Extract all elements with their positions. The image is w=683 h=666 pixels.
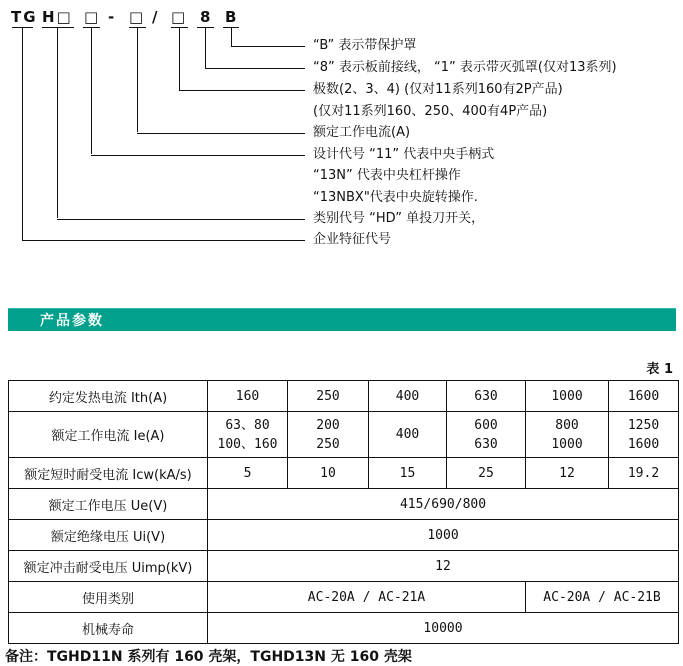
drop-line: [205, 27, 206, 69]
table-cell: 1600: [609, 381, 679, 412]
cell-line: 1600: [627, 436, 660, 452]
model-annotation: “13NBX"代表中央旋转操作.: [313, 190, 478, 205]
row-label: 额定冲击耐受电压 Uimp(kV): [9, 551, 208, 582]
table-cell-span: 10000: [208, 613, 679, 644]
footnote: 备注：TGHD11N 系列有 160 壳架，TGHD13N 无 160 壳架: [5, 649, 412, 665]
row-label: 额定短时耐受电流 Icw(kA/s): [9, 458, 208, 489]
table-row: [9, 381, 679, 412]
row-label: 约定发热电流 Ith(A): [9, 381, 208, 412]
table-cell: 25: [447, 458, 526, 489]
cell-line: 600: [474, 417, 498, 433]
model-annotation: 类别代号 “HD” 单投刀开关，: [313, 211, 485, 226]
table-cell-span: 12: [208, 551, 679, 582]
cell-line: 1250: [627, 417, 660, 433]
cell-line: 250: [316, 436, 340, 452]
model-annotation: “13N” 代表中央杠杆操作: [313, 168, 461, 183]
table-cell-split-left: AC-20A / AC-21A: [208, 582, 526, 613]
connector-line: [137, 133, 305, 134]
table-row: [9, 582, 679, 613]
table-cell-span: 1000: [208, 520, 679, 551]
table-row: [9, 412, 679, 458]
drop-line: [231, 27, 232, 47]
table-cell: 19.2: [609, 458, 679, 489]
cell-line: 1000: [551, 436, 583, 452]
model-annotation: 设计代号 “11” 代表中央手柄式: [313, 147, 495, 162]
connector-line: [231, 46, 305, 47]
table-cell: 630: [447, 381, 526, 412]
model-annotation: 额定工作电流(A): [313, 125, 411, 140]
table-cell: 1000: [526, 381, 609, 412]
cell-line: 100、160: [217, 436, 278, 452]
model-annotation: “B” 表示带保护罩: [313, 38, 417, 53]
table-cell: [447, 412, 526, 458]
table-cell: 160: [208, 381, 288, 412]
model-code-part: /: [152, 8, 160, 26]
model-code-part: H□: [42, 8, 73, 26]
table-cell: 400: [369, 412, 447, 458]
table-cell: [208, 412, 288, 458]
row-label: 额定工作电压 Ue(V): [9, 489, 208, 520]
drop-line: [22, 27, 23, 240]
row-label: 额定绝缘电压 Ui(V): [9, 520, 208, 551]
cell-line: 200: [316, 417, 340, 433]
table-cell-span: 415/690/800: [208, 489, 679, 520]
table-cell: 250: [288, 381, 369, 412]
table-cell: 400: [369, 381, 447, 412]
model-code-part: -: [108, 8, 117, 26]
model-code-part: □: [171, 8, 188, 26]
connector-line: [57, 219, 305, 220]
product-parameters-table: [8, 380, 679, 644]
table-cell: [526, 412, 609, 458]
model-annotation: (仅对11系列160、250、400有4P产品): [313, 104, 548, 119]
row-label: 机械寿命: [9, 613, 208, 644]
cell-line: 800: [555, 417, 579, 433]
section-title: 产品参数: [40, 313, 104, 329]
model-annotation: 企业特征代号: [313, 232, 392, 247]
table-cell: 10: [288, 458, 369, 489]
drop-line: [57, 27, 58, 218]
model-code-part: □: [129, 8, 146, 26]
connector-line: [22, 240, 305, 241]
drop-line: [91, 27, 92, 154]
table-row: [9, 458, 679, 489]
model-code-part: B: [225, 8, 239, 26]
table-cell: 12: [526, 458, 609, 489]
row-label: 额定工作电流 Ie(A): [9, 412, 208, 458]
table-cell: [288, 412, 369, 458]
model-code-part: □: [84, 8, 101, 26]
model-designation-diagram: [0, 0, 683, 300]
model-code-part: TG: [11, 8, 38, 26]
cell-line: 63、80: [225, 417, 270, 433]
table-cell: [609, 412, 679, 458]
connector-line: [91, 155, 305, 156]
table-row: [9, 520, 679, 551]
drop-line: [137, 27, 138, 132]
table-row: [9, 551, 679, 582]
table-cell-split-right: AC-20A / AC-21B: [526, 582, 679, 613]
model-annotation: 极数(2、3、4) (仅对11系列160有2P产品): [313, 82, 563, 97]
drop-line: [179, 27, 180, 91]
connector-line: [205, 68, 305, 69]
row-label: 使用类别: [9, 582, 208, 613]
cell-line: 630: [474, 436, 498, 452]
table-cell: 5: [208, 458, 288, 489]
table-row: [9, 613, 679, 644]
tick-line: [42, 27, 74, 28]
connector-line: [179, 90, 305, 91]
table-cell: 15: [369, 458, 447, 489]
model-annotation: “8” 表示板前接线， “1” 表示带灭弧罩(仅对13系列): [313, 60, 617, 75]
table-body: [9, 381, 679, 644]
table-row: [9, 489, 679, 520]
table-caption: 表 1: [646, 362, 673, 377]
model-code-part: 8: [200, 8, 213, 26]
section-header: [8, 308, 676, 331]
